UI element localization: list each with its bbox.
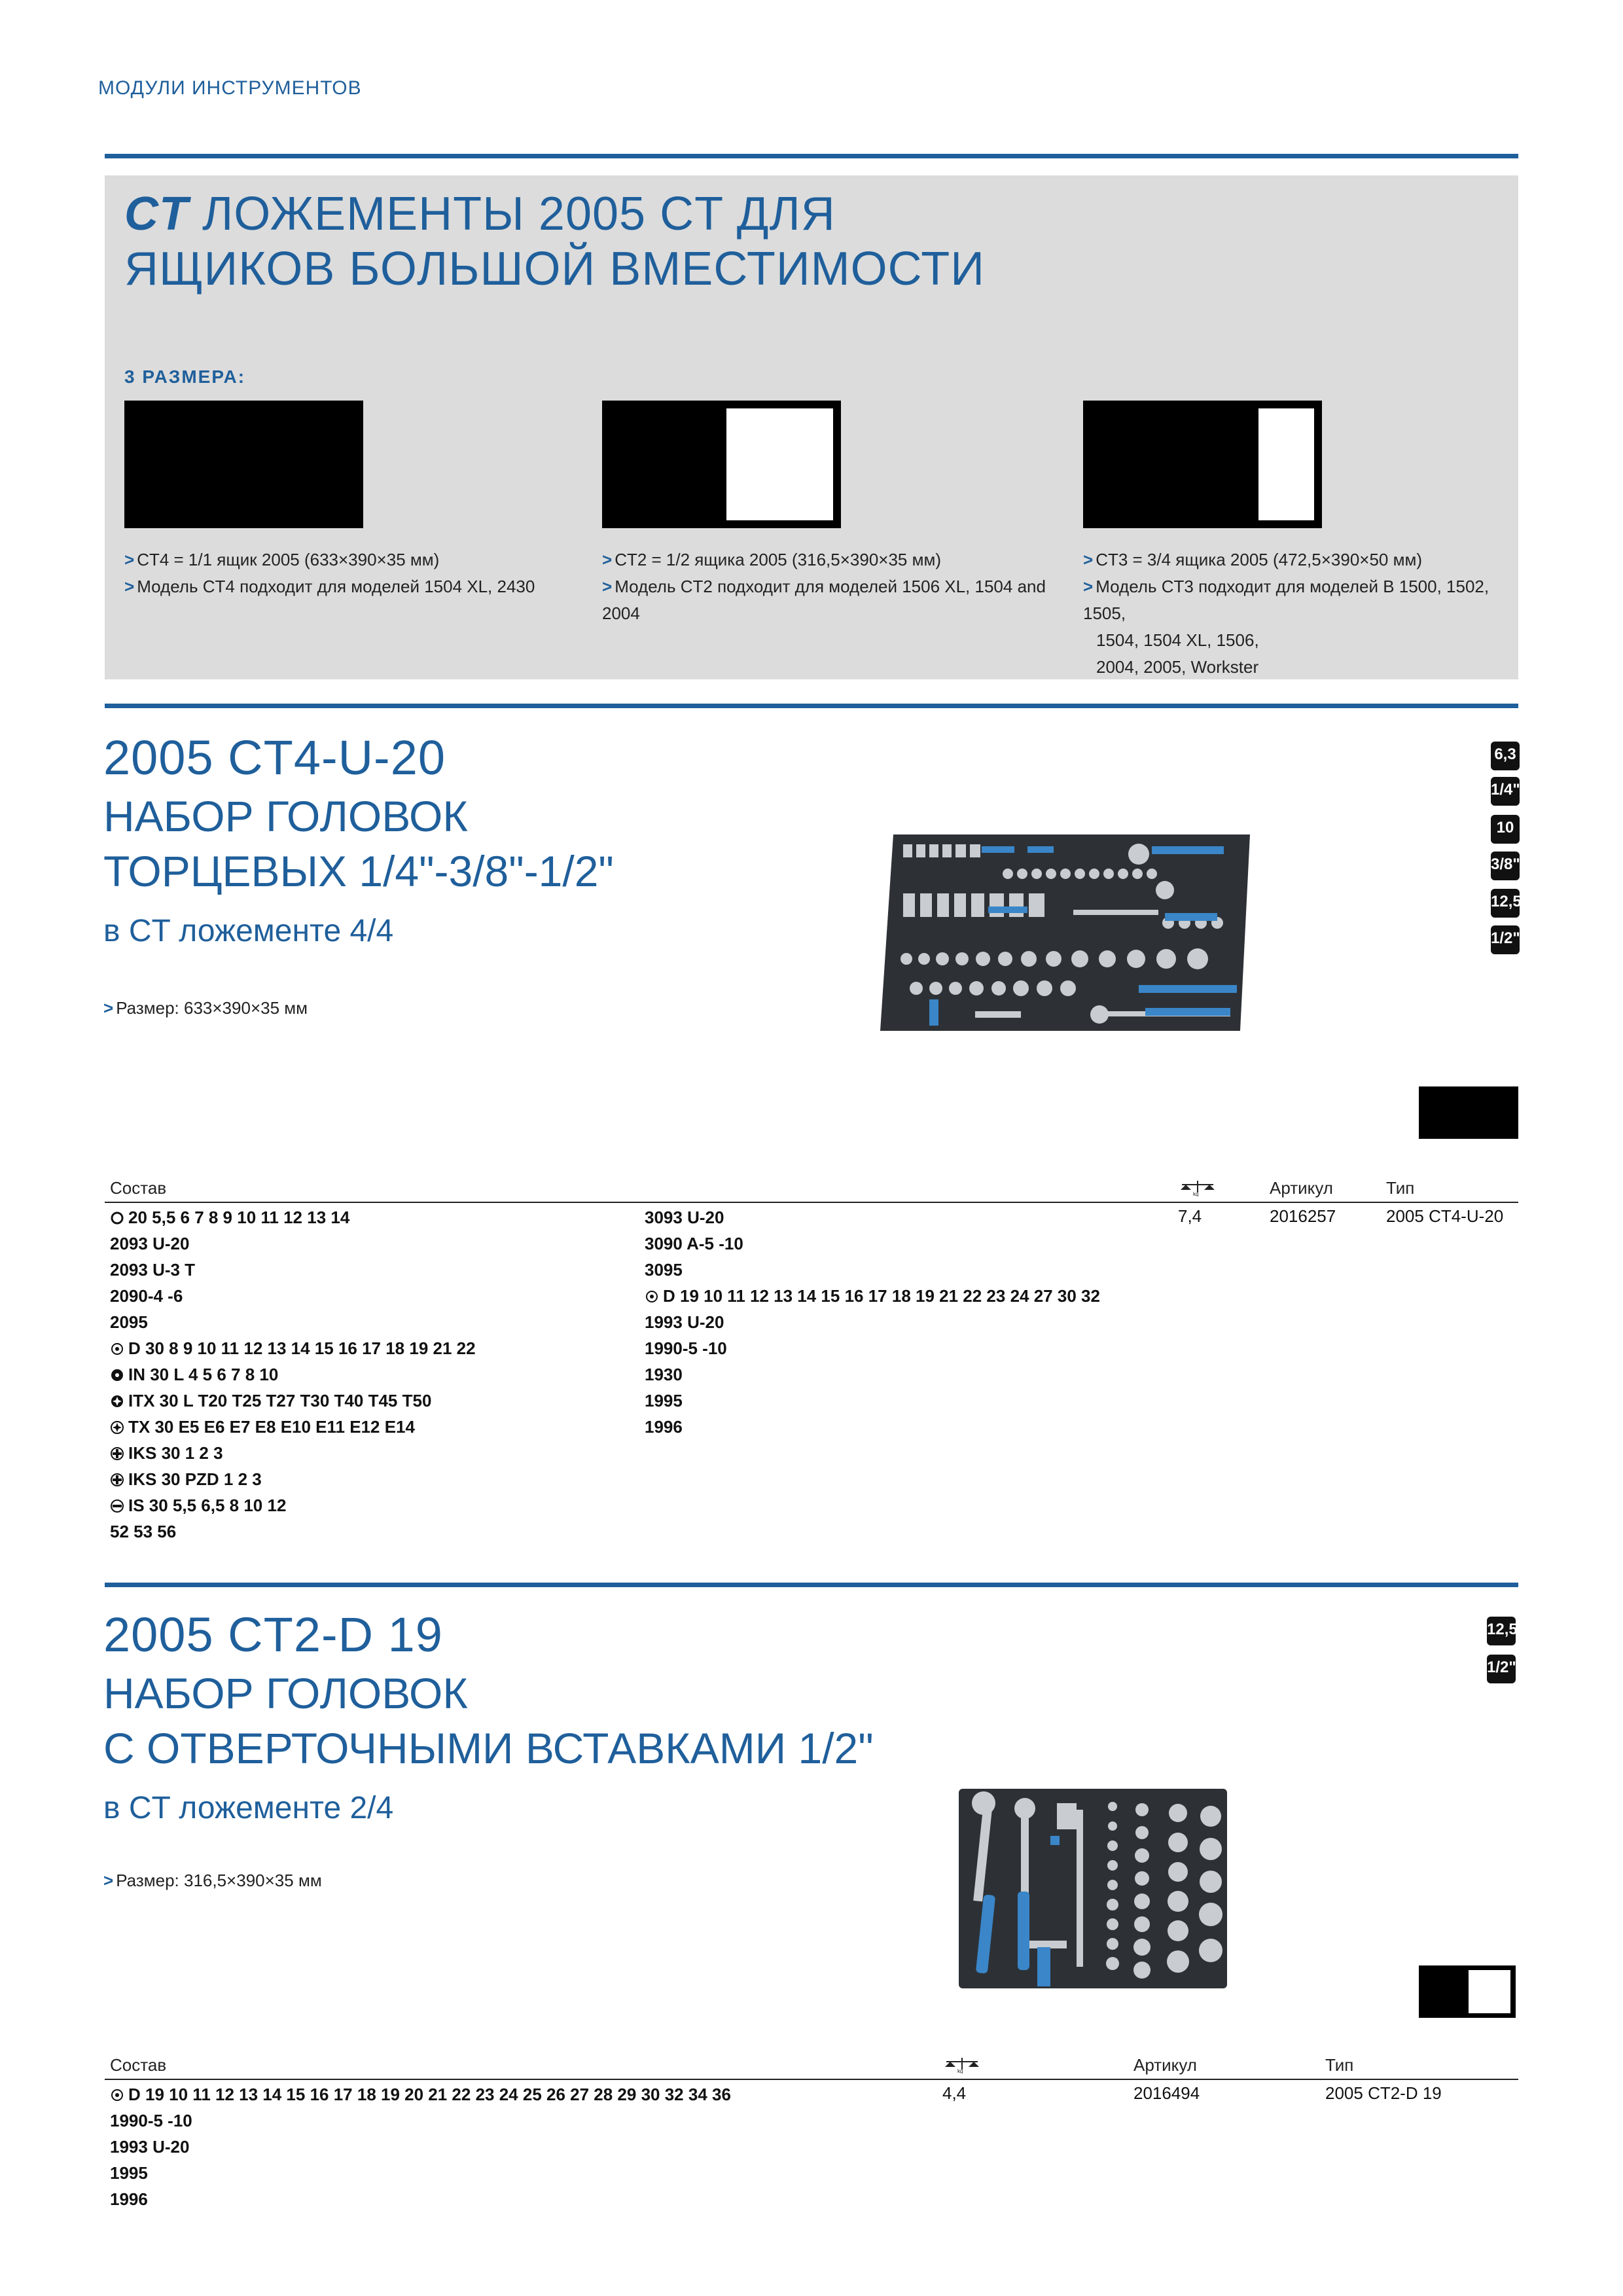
product2-article: 2016494 — [1133, 2083, 1200, 2103]
ct4-note: > CT4 = 1/1 ящик 2005 (633×390×35 мм) > Модель CT4 подходит для моделей 1504 XL, 2430 — [124, 550, 535, 596]
divider — [105, 154, 1518, 158]
section-category: МОДУЛИ ИНСТРУМЕНТОВ — [98, 77, 362, 99]
product2-type: 2005 CT2-D 19 — [1325, 2083, 1442, 2103]
size-badge: 3/8" — [1491, 852, 1520, 880]
size-badge: 1/4" — [1491, 777, 1520, 806]
product1-type: 2005 CT4-U-20 — [1386, 1206, 1504, 1226]
panel-title: CT ЛОЖЕМЕНТЫ 2005 CT ДЛЯ ЯЩИКОВ БОЛЬШОЙ ВМЕСТИМОСТИ — [124, 188, 985, 295]
ct3-size-icon — [1083, 401, 1322, 528]
product2-code: 2005 CT2-D 19 — [103, 1607, 443, 1662]
sizes-label: 3 РАЗМЕРА: — [124, 367, 246, 387]
product1-tray-image — [877, 828, 1257, 1037]
weight-icon — [942, 2055, 982, 2073]
table-header-line — [105, 2079, 1518, 2080]
list-item: 1996 — [645, 1417, 683, 1437]
ct4-module-icon — [1419, 1086, 1518, 1139]
list-item: IKS 30 PZD 1 2 3 — [110, 1466, 476, 1492]
list-item: IKS 30 1 2 3 — [110, 1440, 476, 1466]
product1-code: 2005 CT4-U-20 — [103, 730, 446, 785]
product2-composition — [110, 2081, 731, 2212]
size-badge: 12,5 — [1491, 889, 1520, 918]
socket-icon — [110, 2088, 124, 2102]
pozidriv-icon — [110, 1473, 124, 1487]
list-item: 1995 — [645, 1391, 683, 1410]
list-item: IS 30 5,5 6,5 8 10 12 — [110, 1492, 476, 1518]
hex-icon — [110, 1368, 124, 1382]
ct2-note: > CT2 = 1/2 ящика 2005 (316,5×390×35 мм) > Модель CT2 подходит для моделей 1506 XL, 1504 and 2004 — [602, 550, 1046, 623]
divider — [105, 1583, 1518, 1587]
list-item: 3090 A-5 -10 — [645, 1234, 743, 1253]
list-item: 2093 U-20 — [110, 1234, 190, 1253]
list-item: 2093 U-3 T — [110, 1260, 196, 1280]
product1-name: НАБОР ГОЛОВОК ТОРЦЕВЫХ 1/4"-3/8"-1/2" — [103, 792, 614, 895]
product2-tray-image — [952, 1784, 1234, 1993]
ring-icon — [110, 1211, 124, 1225]
slotted-icon — [110, 1499, 124, 1513]
socket-icon — [110, 1342, 124, 1356]
list-item: IN 30 L 4 5 6 7 8 10 — [110, 1361, 476, 1388]
list-item: 2095 — [110, 1312, 148, 1332]
socket-icon — [645, 1289, 659, 1304]
product1-weight: 7,4 — [1178, 1206, 1202, 1226]
col-type: Тип — [1386, 1178, 1415, 1198]
divider — [105, 704, 1518, 708]
list-item: 1990-5 -10 — [110, 2111, 192, 2130]
col-composition: Состав — [110, 2055, 167, 2075]
ct4-size-icon — [124, 401, 363, 528]
size-badge: 10 — [1491, 815, 1520, 844]
torx-icon — [110, 1394, 124, 1408]
size-badge: 6,3 — [1491, 742, 1520, 770]
list-item: 3095 — [645, 1260, 683, 1280]
list-item: 1993 U-20 — [110, 2137, 190, 2157]
torx-e-icon — [110, 1420, 124, 1435]
product1-subtitle: в CT ложементе 4/4 — [103, 914, 394, 948]
product2-subtitle: в CT ложементе 2/4 — [103, 1791, 394, 1825]
ct2-size-icon — [602, 401, 841, 528]
list-item: 52 53 56 — [110, 1522, 177, 1541]
phillips-icon — [110, 1446, 124, 1461]
list-item: TX 30 E5 E6 E7 E8 E10 E11 E12 E14 — [110, 1414, 476, 1440]
table-header-line — [105, 1202, 1518, 1203]
ct2-module-icon — [1419, 1965, 1516, 2018]
weight-icon — [1178, 1178, 1217, 1196]
list-item: 1930 — [645, 1365, 683, 1384]
ct3-note: > CT3 = 3/4 ящика 2005 (472,5×390×50 мм) > Модель CT3 подходит для моделей В 1500, 1502, 1505, 1504, 1504 XL, 1506, 2004, 2005, Workster — [1083, 550, 1489, 677]
list-item: 3093 U-20 — [645, 1208, 724, 1227]
product1-composition-right — [645, 1204, 1100, 1440]
size-badge: 1/2" — [1491, 925, 1520, 954]
list-item: 2090-4 -6 — [110, 1286, 183, 1306]
product1-composition-left — [110, 1204, 476, 1545]
product2-size: > Размер: 316,5×390×35 мм — [103, 1871, 322, 1890]
product2-weight: 4,4 — [942, 2083, 967, 2103]
list-item: 1996 — [110, 2189, 148, 2209]
list-item: 1990-5 -10 — [645, 1338, 727, 1358]
panel-title-prefix: CT — [124, 188, 188, 240]
list-item: ITX 30 L T20 T25 T27 T30 T40 T45 T50 — [110, 1388, 476, 1414]
list-item: 1993 U-20 — [645, 1312, 724, 1332]
product2-name: НАБОР ГОЛОВОК С ОТВЕРТОЧНЫМИ ВСТАВКАМИ 1/2" — [103, 1669, 874, 1772]
list-item: 1995 — [110, 2163, 148, 2183]
col-composition: Состав — [110, 1178, 167, 1198]
col-type: Тип — [1325, 2055, 1354, 2075]
size-badge: 12,5 — [1487, 1617, 1516, 1645]
list-item: D 30 8 9 10 11 12 13 14 15 16 17 18 19 21 22 — [110, 1335, 476, 1361]
col-article: Артикул — [1270, 1178, 1333, 1198]
list-item: 20 5,5 6 7 8 9 10 11 12 13 14 — [110, 1204, 476, 1230]
product1-article: 2016257 — [1270, 1206, 1336, 1226]
size-badge: 1/2" — [1487, 1655, 1516, 1683]
col-article: Артикул — [1133, 2055, 1197, 2075]
list-item: D 19 10 11 12 13 14 15 16 17 18 19 21 22 23 24 27 30 32 — [645, 1283, 1100, 1309]
product1-size: > Размер: 633×390×35 мм — [103, 998, 308, 1018]
svg-text:kg: kg — [957, 2068, 963, 2073]
list-item: D 19 10 11 12 13 14 15 16 17 18 19 20 21 22 23 24 25 26 27 28 29 30 32 34 36 — [110, 2081, 731, 2108]
svg-text:kg: kg — [1193, 1191, 1199, 1196]
